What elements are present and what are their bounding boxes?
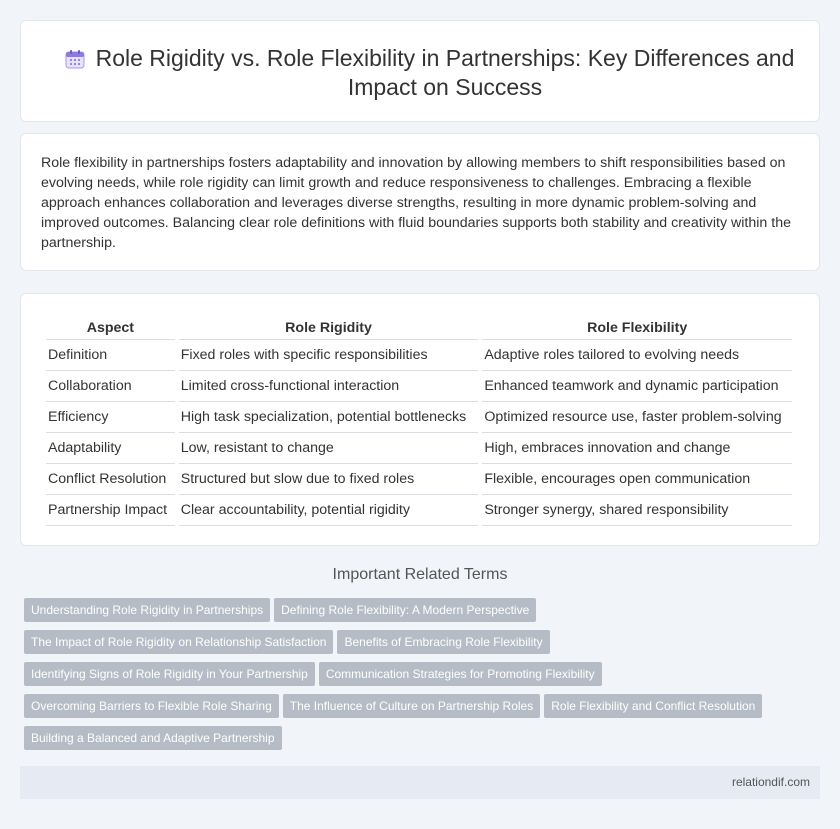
table-row — [46, 495, 792, 526]
related-term-tag[interactable]: The Impact of Role Rigidity on Relationship Satisfaction — [24, 630, 333, 654]
cell-flexibility: Adaptive roles tailored to evolving needs — [482, 340, 792, 371]
intro-card — [20, 133, 820, 271]
related-term-tag[interactable]: Identifying Signs of Role Rigidity in Your Partnership — [24, 662, 315, 686]
table-row — [46, 371, 792, 402]
table-header-row — [46, 315, 792, 340]
cell-aspect: Definition — [46, 340, 175, 371]
related-term-tag[interactable]: The Influence of Culture on Partnership Roles — [283, 694, 540, 718]
cell-rigidity: Clear accountability, potential rigidity — [179, 495, 479, 526]
intro-paragraph: Role flexibility in partnerships fosters adaptability and innovation by allowing members to shift responsibilities based on evolving needs, while role rigidity can limit growth and reduce responsiveness to challenges. Embracing a flexible approach enhances collaboration and leverages diverse strengths, resulting in more dynamic problem-solving and improved outcomes. Balancing clear role definitions with fluid boundaries supports both stability and creativity within the partnership. — [41, 155, 791, 251]
header-role-flexibility: Role Flexibility — [482, 315, 792, 340]
table-row — [46, 433, 792, 464]
footer — [20, 766, 820, 799]
table-row — [46, 464, 792, 495]
cell-rigidity: Limited cross-functional interaction — [179, 371, 479, 402]
cell-aspect: Adaptability — [46, 433, 175, 464]
related-term-tag[interactable]: Role Flexibility and Conflict Resolution — [544, 694, 762, 718]
cell-rigidity: Structured but slow due to fixed roles — [179, 464, 479, 495]
cell-aspect: Efficiency — [46, 402, 175, 433]
title-card — [20, 20, 820, 122]
cell-aspect: Conflict Resolution — [46, 464, 175, 495]
cell-aspect: Collaboration — [46, 371, 175, 402]
related-term-tag[interactable]: Defining Role Flexibility: A Modern Perspective — [274, 598, 536, 622]
header-aspect: Aspect — [46, 315, 175, 340]
related-term-tag[interactable]: Overcoming Barriers to Flexible Role Sharing — [24, 694, 279, 718]
cell-flexibility: Optimized resource use, faster problem-solving — [482, 402, 792, 433]
cell-flexibility: High, embraces innovation and change — [482, 433, 792, 464]
cell-rigidity: Low, resistant to change — [179, 433, 479, 464]
related-term-tag[interactable]: Understanding Role Rigidity in Partnerships — [24, 598, 270, 622]
cell-rigidity: Fixed roles with specific responsibilities — [179, 340, 479, 371]
cell-flexibility: Enhanced teamwork and dynamic participation — [482, 371, 792, 402]
comparison-table — [42, 315, 796, 526]
table-row — [46, 402, 792, 433]
related-term-tag[interactable]: Building a Balanced and Adaptive Partnership — [24, 726, 282, 750]
table-row — [46, 340, 792, 371]
calendar-icon — [64, 48, 86, 70]
cell-flexibility: Flexible, encourages open communication — [482, 464, 792, 495]
cell-rigidity: High task specialization, potential bottlenecks — [179, 402, 479, 433]
related-term-tag[interactable]: Benefits of Embracing Role Flexibility — [337, 630, 549, 654]
cell-flexibility: Stronger synergy, shared responsibility — [482, 495, 792, 526]
site-name[interactable]: relationdif.com — [731, 775, 810, 789]
related-terms-list — [20, 598, 820, 758]
page-title: Role Rigidity vs. Role Flexibility in Partnerships: Key Differences and Impact on Success — [95, 45, 795, 100]
related-terms-section — [20, 564, 820, 758]
cell-aspect: Partnership Impact — [46, 495, 175, 526]
comparison-card — [20, 293, 820, 546]
related-term-tag[interactable]: Communication Strategies for Promoting Flexibility — [319, 662, 602, 686]
related-terms-title: Important Related Terms — [332, 566, 508, 583]
header-role-rigidity: Role Rigidity — [179, 315, 479, 340]
